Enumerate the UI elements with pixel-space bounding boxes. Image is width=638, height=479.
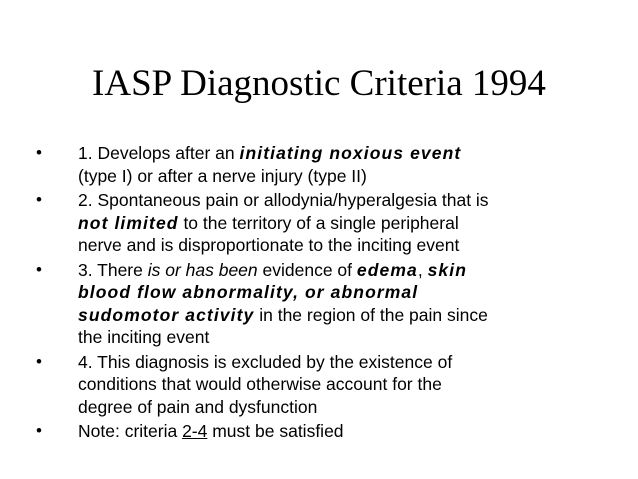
bullet-item-note — [30, 420, 630, 443]
bullet-item-2 — [30, 189, 630, 257]
text-run: Note: criteria — [78, 421, 183, 441]
emphasis-text: skin — [427, 259, 467, 280]
bullet-line — [78, 304, 630, 327]
bullet-line — [78, 189, 630, 212]
text-run: nerve and is disproportionate to the inciting event — [78, 235, 460, 255]
bullet-line — [78, 420, 630, 443]
bullet-line — [78, 373, 630, 396]
bullet-line — [78, 281, 630, 304]
emphasis-text: sudomotor activity — [78, 304, 255, 325]
bullet-line — [78, 326, 630, 349]
bullet-icon: • — [36, 421, 42, 440]
text-run: in the region of the pain since — [254, 304, 488, 325]
text-run: , — [417, 259, 428, 280]
text-run: conditions that would otherwise account for the — [78, 374, 442, 394]
bullet-icon: • — [36, 143, 42, 162]
text-run: (type I) or after a nerve injury (type II) — [78, 165, 367, 186]
bullet-line — [78, 142, 630, 165]
text-run: 1. Develops after an — [78, 143, 240, 163]
bullet-item-4 — [30, 351, 630, 419]
emphasis-text: blood flow abnormality, or abnormal — [78, 282, 419, 302]
text-run: the inciting event — [78, 327, 210, 347]
bullet-line — [78, 396, 630, 419]
emphasis-text: edema — [356, 259, 418, 280]
bullet-icon: • — [36, 351, 42, 371]
text-run: 2. Spontaneous pain or allodynia/hyperalgesia that is — [78, 190, 489, 210]
text-run: 3. There — [78, 259, 148, 280]
emphasis-text: not limited — [78, 212, 179, 233]
bullet-item-3 — [30, 259, 630, 349]
bullet-icon: • — [36, 259, 42, 279]
emphasis-text: initiating noxious event — [239, 143, 462, 163]
bullet-line — [78, 165, 630, 188]
bullet-line — [78, 212, 630, 235]
bullet-list — [30, 142, 630, 445]
slide-title: IASP Diagnostic Criteria 1994 — [92, 63, 546, 104]
bullet-line — [78, 259, 630, 282]
bullet-line — [78, 351, 630, 374]
text-run: 4. This diagnosis is excluded by the existence of — [78, 351, 453, 372]
text-run: evidence of — [257, 259, 357, 280]
bullet-line — [78, 234, 630, 257]
bullet-icon: • — [36, 190, 42, 209]
text-run: to the territory of a single peripheral — [178, 212, 459, 233]
text-run: must be satisfied — [207, 421, 344, 441]
underlined-text: 2-4 — [182, 421, 208, 441]
italic-text: is or has been — [147, 259, 258, 280]
bullet-item-1 — [30, 142, 630, 187]
text-run: degree of pain and dysfunction — [78, 396, 318, 417]
